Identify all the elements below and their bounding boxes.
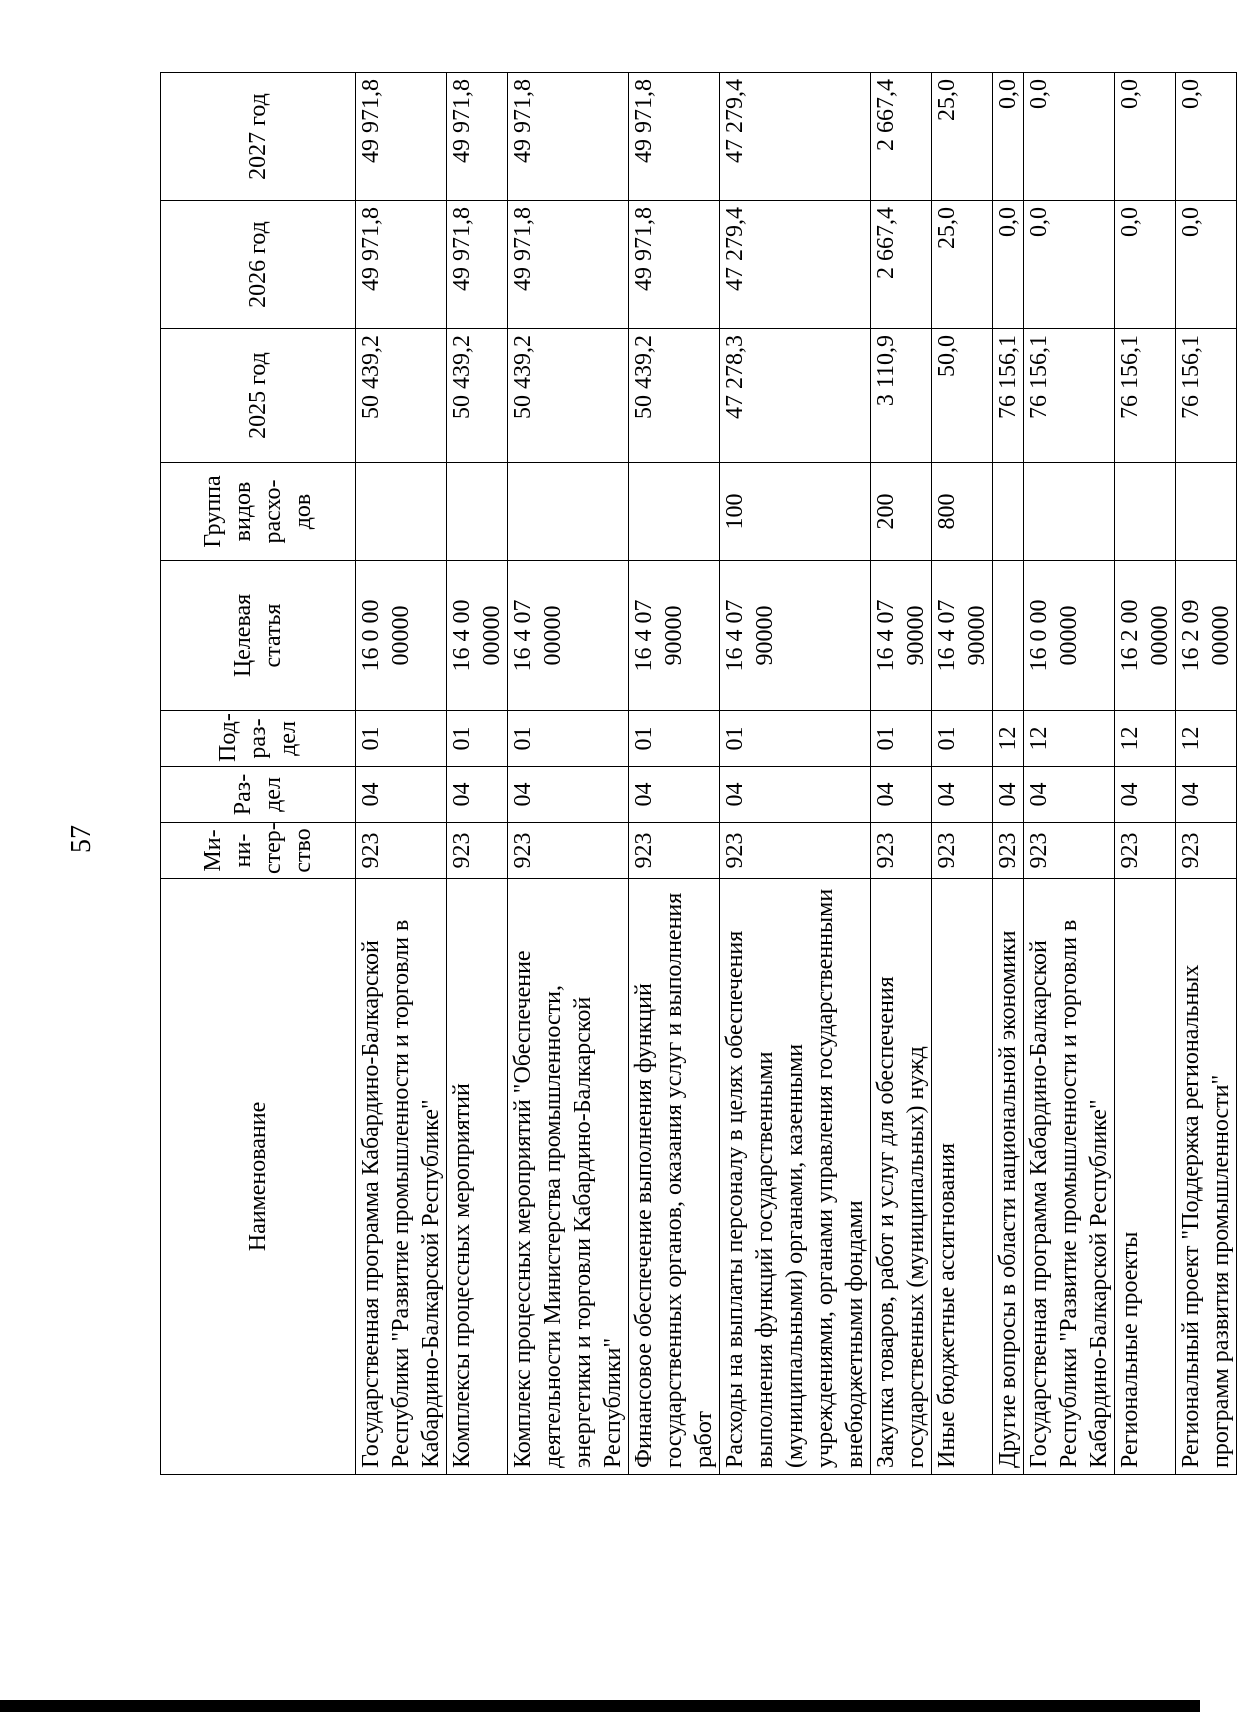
table-row <box>629 73 720 1475</box>
header-ministry: Ми- ни- стер- ство <box>161 823 356 879</box>
row-2027: 49 971,8 <box>356 73 447 201</box>
row-target-article: 16 4 07 90000 <box>871 561 932 711</box>
header-2027: 2027 год <box>161 73 356 201</box>
row-2027: 0,0 <box>1176 73 1237 201</box>
row-name: Региональный проект "Поддержка региональных программ развития промышленности" <box>1176 879 1237 1475</box>
row-section: 04 <box>720 767 871 823</box>
row-ministry: 923 <box>447 823 508 879</box>
table-row <box>1176 73 1237 1475</box>
row-2025: 50 439,2 <box>356 329 447 463</box>
row-subsection: 01 <box>629 711 720 767</box>
row-ministry: 923 <box>629 823 720 879</box>
row-section: 04 <box>508 767 629 823</box>
row-expense-group: 800 <box>932 463 993 561</box>
row-ministry: 923 <box>1176 823 1237 879</box>
row-2025: 76 156,1 <box>1176 329 1237 463</box>
row-2025: 47 278,3 <box>720 329 871 463</box>
row-2027: 25,0 <box>932 73 993 201</box>
row-name: Расходы на выплаты персоналу в целях обеспечения выполнения функций государственными (муниципальными) органами, казенными учреждениями, органами управления государственными внебюджетными фондами <box>720 879 871 1475</box>
row-expense-group: 100 <box>720 463 871 561</box>
scan-bottom-border <box>0 1700 1200 1712</box>
table-row <box>871 73 932 1475</box>
row-2026: 25,0 <box>932 201 993 329</box>
row-section: 04 <box>1115 767 1176 823</box>
row-name: Комплекс процессных мероприятий "Обеспечение деятельности Министерства промышленности, энергетики и торговли Кабардино-Балкарской Республики" <box>508 879 629 1475</box>
row-expense-group <box>629 463 720 561</box>
row-name: Государственная программа Кабардино-Балкарской Республики "Развитие промышленности и торговли в Кабардино-Балкарской Республике" <box>1024 879 1115 1475</box>
table-row <box>932 73 993 1475</box>
row-2027: 2 667,4 <box>871 73 932 201</box>
row-2027: 0,0 <box>1024 73 1115 201</box>
row-2027: 49 971,8 <box>629 73 720 201</box>
table-row <box>1115 73 1176 1475</box>
row-target-article: 16 0 00 00000 <box>356 561 447 711</box>
row-ministry: 923 <box>932 823 993 879</box>
row-subsection: 12 <box>1024 711 1115 767</box>
table-row <box>993 73 1024 1475</box>
row-name: Государственная программа Кабардино-Балкарской Республики "Развитие промышленности и торговли в Кабардино-Балкарской Республике" <box>356 879 447 1475</box>
row-target-article <box>993 561 1024 711</box>
header-section: Раз- дел <box>161 767 356 823</box>
row-subsection: 01 <box>932 711 993 767</box>
header-subsection: Под- раз- дел <box>161 711 356 767</box>
rotated-page-content <box>160 73 1234 1475</box>
page-number: 57 <box>66 825 97 853</box>
header-2025: 2025 год <box>161 329 356 463</box>
row-target-article: 16 2 09 00000 <box>1176 561 1237 711</box>
row-2027: 0,0 <box>993 73 1024 201</box>
row-ministry: 923 <box>356 823 447 879</box>
row-section: 04 <box>1024 767 1115 823</box>
row-subsection: 01 <box>447 711 508 767</box>
row-target-article: 16 4 07 90000 <box>720 561 871 711</box>
row-section: 04 <box>1176 767 1237 823</box>
row-2026: 0,0 <box>1176 201 1237 329</box>
row-2025: 76 156,1 <box>1115 329 1176 463</box>
row-section: 04 <box>932 767 993 823</box>
row-name: Другие вопросы в области национальной экономики <box>993 879 1024 1475</box>
row-ministry: 923 <box>720 823 871 879</box>
row-name: Иные бюджетные ассигнования <box>932 879 993 1475</box>
row-name: Финансовое обеспечение выполнения функций государственных органов, оказания услуг и выполнения работ <box>629 879 720 1475</box>
row-2026: 49 971,8 <box>508 201 629 329</box>
row-target-article: 16 4 07 90000 <box>629 561 720 711</box>
row-subsection: 12 <box>1176 711 1237 767</box>
row-2027: 49 971,8 <box>508 73 629 201</box>
row-subsection: 12 <box>1115 711 1176 767</box>
row-ministry: 923 <box>871 823 932 879</box>
row-name: Региональные проекты <box>1115 879 1176 1475</box>
row-subsection: 01 <box>356 711 447 767</box>
row-expense-group <box>508 463 629 561</box>
row-expense-group <box>993 463 1024 561</box>
row-name: Закупка товаров, работ и услуг для обеспечения государственных (муниципальных) нужд <box>871 879 932 1475</box>
row-section: 04 <box>629 767 720 823</box>
row-expense-group <box>1176 463 1237 561</box>
header-2026: 2026 год <box>161 201 356 329</box>
header-name: Наименование <box>161 879 356 1475</box>
row-ministry: 923 <box>993 823 1024 879</box>
row-section: 04 <box>447 767 508 823</box>
header-expense-group: Группа видов расхо- дов <box>161 463 356 561</box>
row-section: 04 <box>356 767 447 823</box>
row-2025: 50,0 <box>932 329 993 463</box>
row-subsection: 01 <box>871 711 932 767</box>
row-2025: 3 110,9 <box>871 329 932 463</box>
row-2026: 0,0 <box>1024 201 1115 329</box>
row-2026: 49 971,8 <box>447 201 508 329</box>
row-2025: 50 439,2 <box>447 329 508 463</box>
row-2026: 47 279,4 <box>720 201 871 329</box>
row-2026: 0,0 <box>1115 201 1176 329</box>
row-2027: 49 971,8 <box>447 73 508 201</box>
row-subsection: 01 <box>508 711 629 767</box>
row-2027: 47 279,4 <box>720 73 871 201</box>
row-subsection: 01 <box>720 711 871 767</box>
row-subsection: 12 <box>993 711 1024 767</box>
row-2025: 50 439,2 <box>629 329 720 463</box>
row-target-article: 16 4 07 90000 <box>932 561 993 711</box>
row-2026: 0,0 <box>993 201 1024 329</box>
row-target-article: 16 4 00 00000 <box>447 561 508 711</box>
budget-table <box>160 72 1237 1475</box>
row-ministry: 923 <box>1024 823 1115 879</box>
row-expense-group: 200 <box>871 463 932 561</box>
table-row <box>447 73 508 1475</box>
row-2026: 49 971,8 <box>629 201 720 329</box>
table-row <box>508 73 629 1475</box>
row-2025: 76 156,1 <box>1024 329 1115 463</box>
row-target-article: 16 0 00 00000 <box>1024 561 1115 711</box>
row-section: 04 <box>993 767 1024 823</box>
row-ministry: 923 <box>508 823 629 879</box>
row-2026: 2 667,4 <box>871 201 932 329</box>
table-row <box>356 73 447 1475</box>
row-2025: 50 439,2 <box>508 329 629 463</box>
table-row <box>1024 73 1115 1475</box>
row-expense-group <box>356 463 447 561</box>
row-2025: 76 156,1 <box>993 329 1024 463</box>
table-header-row <box>161 73 356 1475</box>
row-2027: 0,0 <box>1115 73 1176 201</box>
row-ministry: 923 <box>1115 823 1176 879</box>
row-target-article: 16 2 00 00000 <box>1115 561 1176 711</box>
row-target-article: 16 4 07 00000 <box>508 561 629 711</box>
row-expense-group <box>447 463 508 561</box>
row-expense-group <box>1024 463 1115 561</box>
row-expense-group <box>1115 463 1176 561</box>
row-2026: 49 971,8 <box>356 201 447 329</box>
row-section: 04 <box>871 767 932 823</box>
row-name: Комплексы процессных мероприятий <box>447 879 508 1475</box>
table-row <box>720 73 871 1475</box>
header-target-article: Целевая статья <box>161 561 356 711</box>
